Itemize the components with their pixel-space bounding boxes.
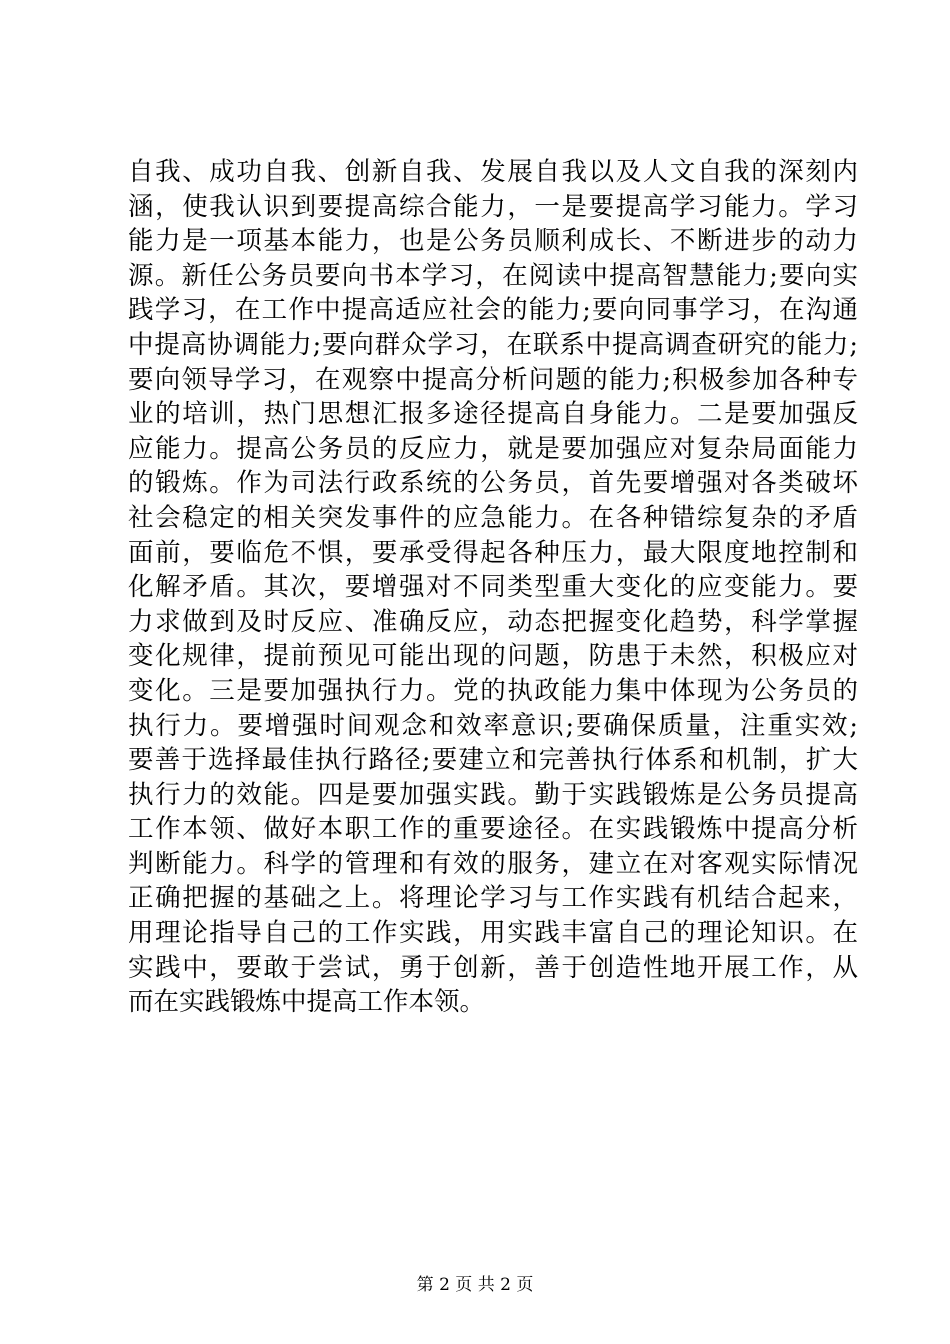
text-line: 能力是一项基本能力，也是公务员顺利成长、不断进步的动力: [128, 226, 858, 257]
text-line: 执行力。要增强时间观念和效率意识;要确保质量，注重实效;: [128, 710, 858, 741]
text-line: 涵，使我认识到要提高综合能力，一是要提高学习能力。学习: [128, 191, 858, 222]
text-line: 而在实践锻炼中提高工作本领。: [128, 987, 486, 1018]
text-line: 要善于选择最佳执行路径;要建立和完善执行体系和机制，扩大: [128, 745, 858, 776]
text-line: 变化。三是要加强执行力。党的执政能力集中体现为公务员的: [128, 675, 858, 706]
text-line: 力求做到及时反应、准确反应，动态把握变化趋势，科学掌握: [128, 606, 858, 637]
text-line: 化解矛盾。其次，要增强对不同类型重大变化的应变能力。要: [128, 572, 858, 603]
text-line: 执行力的效能。四是要加强实践。勤于实践锻炼是公务员提高: [128, 779, 858, 810]
text-line: 面前，要临危不惧，要承受得起各种压力，最大限度地控制和: [128, 537, 858, 568]
text-line: 应能力。提高公务员的反应力，就是要加强应对复杂局面能力: [128, 433, 858, 464]
text-line: 工作本领、做好本职工作的重要途径。在实践锻炼中提高分析: [128, 814, 858, 845]
text-line: 中提高协调能力;要向群众学习，在联系中提高调查研究的能力;: [128, 329, 858, 360]
page-footer: [0, 1274, 950, 1296]
page-number: 第 2 页 共 2 页: [416, 1275, 534, 1295]
text-line: 业的培训，热门思想汇报多途径提高自身能力。二是要加强反: [128, 399, 858, 430]
text-line: 源。新任公务员要向书本学习，在阅读中提高智慧能力;要向实: [128, 260, 858, 291]
text-line: 的锻炼。作为司法行政系统的公务员，首先要增强对各类破坏: [128, 468, 858, 499]
text-line: 实践中，要敢于尝试，勇于创新，善于创造性地开展工作，从: [128, 952, 858, 983]
text-line: 社会稳定的相关突发事件的应急能力。在各种错综复杂的矛盾: [128, 502, 858, 533]
text-line: 用理论指导自己的工作实践，用实践丰富自己的理论知识。在: [128, 918, 858, 949]
document-body: [128, 155, 858, 1020]
text-line: 变化规律，提前预见可能出现的问题，防患于未然，积极应对: [128, 641, 858, 672]
text-line: 要向领导学习，在观察中提高分析问题的能力;积极参加各种专: [128, 364, 858, 395]
text-line: 践学习，在工作中提高适应社会的能力;要向同事学习，在沟通: [128, 295, 858, 326]
text-line: 自我、成功自我、创新自我、发展自我以及人文自我的深刻内: [128, 157, 858, 187]
text-line: 判断能力。科学的管理和有效的服务，建立在对客观实际情况: [128, 848, 858, 879]
text-line: 正确把握的基础之上。将理论学习与工作实践有机结合起来，: [128, 883, 858, 914]
